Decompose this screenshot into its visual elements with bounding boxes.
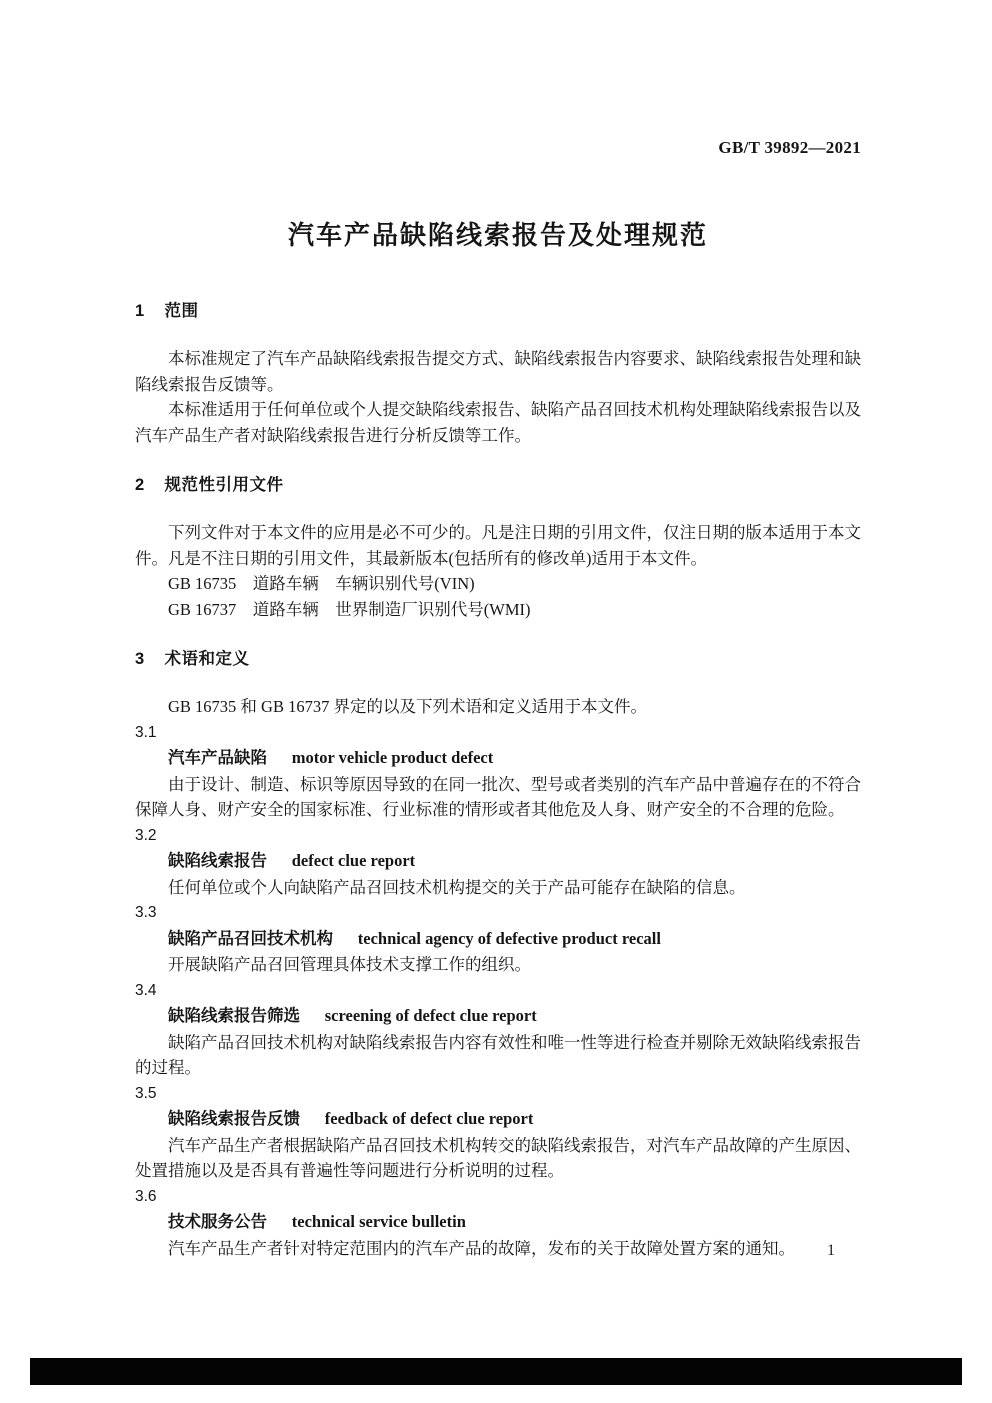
term-chinese: 技术服务公告 <box>168 1213 267 1231</box>
reference-item: GB 16737 道路车辆 世界制造厂识别代号(WMI) <box>168 599 531 619</box>
term-title <box>135 1209 861 1236</box>
term-english: technical service bulletin <box>291 1212 466 1231</box>
section-number: 2 <box>135 476 145 494</box>
section-title: 范围 <box>164 302 199 320</box>
section-heading-scope <box>135 300 861 322</box>
section-number: 1 <box>135 302 145 320</box>
term-definition: 开展缺陷产品召回管理具体技术支撑工作的组织。 <box>168 955 531 974</box>
term-chinese: 缺陷线索报告反馈 <box>168 1110 300 1128</box>
term-definition: 任何单位或个人向缺陷产品召回技术机构提交的关于产品可能存在缺陷的信息。 <box>168 877 746 897</box>
term-english: defect clue report <box>291 851 416 870</box>
term-chinese: 汽车产品缺陷 <box>168 749 267 767</box>
page-number: 1 <box>827 1242 835 1259</box>
term-number: 3.2 <box>135 826 157 844</box>
term-english: technical agency of defective product recall <box>357 928 661 948</box>
term-definition: 汽车产品生产者根据缺陷产品召回技术机构转交的缺陷线索报告，对汽车产品故障的产生原因、处置措施以及是否具有普遍性等问题进行分析说明的过程。 <box>135 1135 861 1180</box>
scan-edge-artifact <box>30 1358 962 1385</box>
term-entry <box>135 900 861 978</box>
term-title <box>135 926 861 953</box>
term-title <box>135 1106 861 1133</box>
term-chinese: 缺陷线索报告筛选 <box>168 1007 300 1025</box>
reference-item: GB 16735 道路车辆 车辆识别代号(VIN) <box>168 574 475 593</box>
term-chinese: 缺陷产品召回技术机构 <box>168 929 333 948</box>
term-chinese: 缺陷线索报告 <box>168 852 267 870</box>
standard-code: GB/T 39892—2021 <box>718 138 861 157</box>
section-title: 术语和定义 <box>164 650 250 668</box>
section-heading-terms-definitions <box>135 648 861 670</box>
term-english: motor vehicle product defect <box>291 748 494 767</box>
term-number: 3.3 <box>135 904 157 921</box>
section-heading-normative-references <box>135 474 861 496</box>
term-entry <box>135 720 861 823</box>
term-entry <box>135 1184 861 1262</box>
term-number: 3.1 <box>135 723 157 741</box>
term-definition: 由于设计、制造、标识等原因导致的在同一批次、型号或者类别的汽车产品中普遍存在的不符合保障人身、财产安全的国家标准、行业标准的情形或者其他危及人身、财产安全的不合理的危险。 <box>135 774 861 819</box>
document-title: 汽车产品缺陷线索报告及处理规范 <box>287 220 708 250</box>
term-english: feedback of defect clue report <box>324 1109 534 1128</box>
term-number: 3.6 <box>135 1187 157 1205</box>
term-title <box>135 745 861 772</box>
term-number: 3.5 <box>135 1084 157 1102</box>
term-entry <box>135 1081 861 1184</box>
term-english: screening of defect clue report <box>324 1006 537 1025</box>
section-scope <box>135 300 861 448</box>
document-content <box>135 0 861 1261</box>
term-definition: 缺陷产品召回技术机构对缺陷线索报告内容有效性和唯一性等进行检查并剔除无效缺陷线索报告的过程。 <box>135 1032 861 1077</box>
paragraph: 下列文件对于本文件的应用是必不可少的。凡是注日期的引用文件，仅注日期的版本适用于本文件。凡是不注日期的引用文件，其最新版本(包括所有的修改单)适用于本文件。 <box>135 523 861 568</box>
section-number: 3 <box>135 650 145 668</box>
term-number: 3.4 <box>135 981 157 999</box>
term-entry <box>135 823 861 901</box>
term-entry <box>135 978 861 1081</box>
term-title <box>135 1003 861 1030</box>
section-terms-definitions <box>135 648 861 1261</box>
section-normative-references <box>135 474 861 622</box>
section-title: 规范性引用文件 <box>164 476 284 494</box>
paragraph: GB 16735 和 GB 16737 界定的以及下列术语和定义适用于本文件。 <box>168 697 647 716</box>
term-title <box>135 848 861 875</box>
term-definition: 汽车产品生产者针对特定范围内的汽车产品的故障，发布的关于故障处置方案的通知。 <box>168 1238 795 1258</box>
paragraph: 本标准规定了汽车产品缺陷线索报告提交方式、缺陷线索报告内容要求、缺陷线索报告处理和缺陷线索报告反馈等。 <box>135 349 861 394</box>
paragraph: 本标准适用于任何单位或个人提交缺陷线索报告、缺陷产品召回技术机构处理缺陷线索报告以及汽车产品生产者对缺陷线索报告进行分析反馈等工作。 <box>135 400 861 445</box>
